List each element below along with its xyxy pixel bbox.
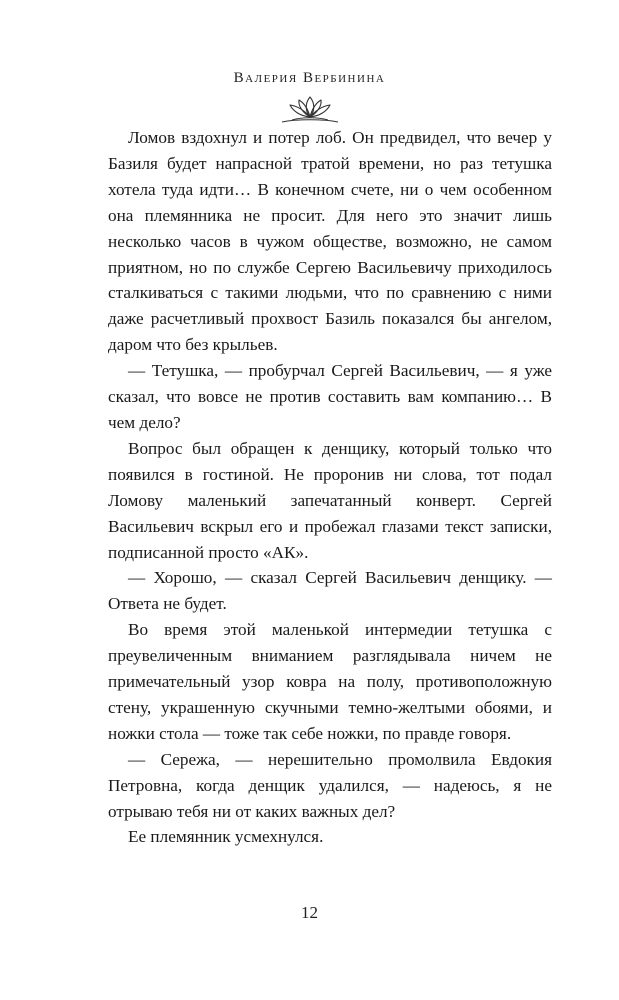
paragraph: Во время этой маленькой интермедии тетушка с преувеличенным вниманием разглядывала ничем не примечательный узор ковра на полу, противоположную стену, украшенную скучными темно-желтыми обоями, и ножки стола — тоже так себе ножки, по правде говоря. [108,620,552,743]
paragraph: Ее племянник усмехнулся. [128,827,324,847]
page-number: 12 [301,903,318,922]
running-head [0,70,619,129]
paragraph: — Сережа, — нерешительно промолвила Евдокия Петровна, когда денщик удалился, — надеюсь, я не отрываю тебя ни от каких важных дел? [108,749,552,821]
paragraph: Вопрос был обращен к денщику, который только что появился в гостиной. Не проронив ни слова, тот подал Ломову маленький запечатанный конверт. Сергей Васильевич вскрыл его и пробежал глазами текст записки, подписанной просто «АК». [108,438,552,562]
body-text [108,125,552,850]
lotus-icon [262,89,358,129]
author-name: Валерия Вербинина [233,70,386,86]
paragraph: Ломов вздохнул и потер лоб. Он предвидел, что вечер у Базиля будет напрасной тратой времени, но раз тетушка хотела туда идти… В конечном счете, ни о чем особенном она племянника не просит. Для него это значит лишь несколько часов в чужом обществе, возможно, не самом приятном, но по службе Сергею Васильевичу приходилось сталкиваться с такими людьми, что по сравнению с ними даже расчетливый прохвост Базиль показался бы ангелом, даром что без крыльев. [108,128,552,355]
paragraph: — Тетушка, — пробурчал Сергей Васильевич, — я уже сказал, что вовсе не против составить вам компанию… В чем дело? [108,361,552,432]
paragraph: — Хорошо, — сказал Сергей Васильевич денщику. — Ответа не будет. [108,568,552,614]
